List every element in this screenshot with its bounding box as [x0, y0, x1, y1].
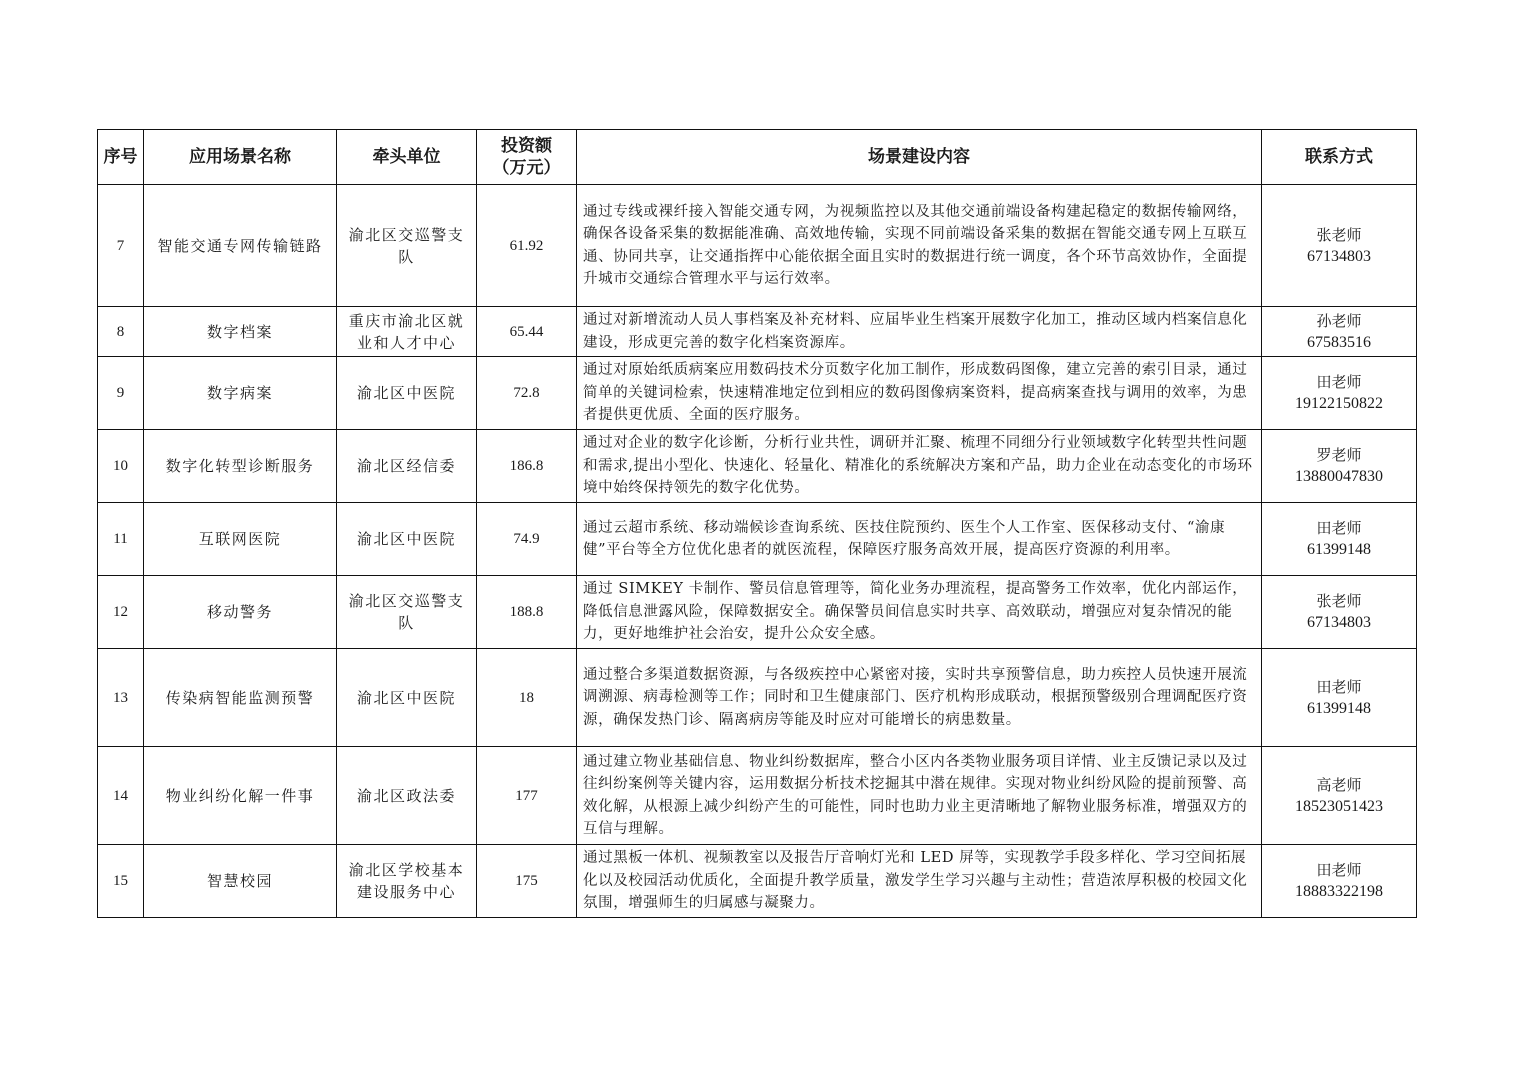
row-unit: 渝北区学校基本建设服务中心	[337, 845, 477, 918]
row-content: 通过黑板一体机、视频教室以及报告厅音响灯光和 LED 屏等，实现教学手段多样化、学习空间拓展化以及校园活动优质化，全面提升教学质量，激发学生学习兴趣与主动性；营造浓厚积极的校园文化氛围，增强师生的归属感与凝聚力。	[577, 845, 1262, 918]
contact-name: 田老师	[1316, 677, 1362, 696]
row-seq: 11	[98, 503, 144, 576]
header-content: 场景建设内容	[577, 130, 1262, 185]
table-row	[98, 307, 1417, 357]
header-name: 应用场景名称	[144, 130, 337, 185]
row-unit: 渝北区交巡警支队	[337, 576, 477, 649]
contact-phone: 18883322198	[1295, 883, 1383, 900]
header-amount	[477, 130, 577, 185]
header-amount-line2: （万元）	[492, 158, 561, 178]
row-amount: 188.8	[477, 576, 577, 649]
row-content: 通过对新增流动人员人事档案及补充材料、应届毕业生档案开展数字化加工，推动区域内档案信息化建设，形成更完善的数字化档案资源库。	[577, 307, 1262, 357]
contact-phone: 61399148	[1307, 541, 1371, 558]
row-seq: 13	[98, 649, 144, 747]
header-seq: 序号	[98, 130, 144, 185]
scenario-table	[97, 129, 1417, 918]
row-amount: 61.92	[477, 185, 577, 307]
table-row	[98, 649, 1417, 747]
row-name: 数字病案	[144, 357, 337, 430]
row-amount: 72.8	[477, 357, 577, 430]
row-contact	[1262, 503, 1417, 576]
row-content: 通过建立物业基础信息、物业纠纷数据库，整合小区内各类物业服务项目详情、业主反馈记录以及过往纠纷案例等关键内容，运用数据分析技术挖掘其中潜在规律。实现对物业纠纷风险的提前预警、高效化解，从根源上减少纠纷产生的可能性，同时也助力业主更清晰地了解物业服务标准，增强双方的互信与理解。	[577, 747, 1262, 845]
row-content: 通过云超市系统、移动端候诊查询系统、医技住院预约、医生个人工作室、医保移动支付、“渝康健”平台等全方位优化患者的就医流程，保障医疗服务高效开展，提高医疗资源的利用率。	[577, 503, 1262, 576]
row-unit: 渝北区政法委	[337, 747, 477, 845]
table-header-row	[98, 130, 1417, 185]
row-contact	[1262, 845, 1417, 918]
contact-phone: 61399148	[1307, 699, 1371, 717]
table-row	[98, 357, 1417, 430]
row-unit: 渝北区交巡警支队	[337, 185, 477, 307]
contact-name: 孙老师	[1316, 311, 1362, 330]
header-contact: 联系方式	[1262, 130, 1417, 185]
row-unit: 渝北区中医院	[337, 649, 477, 747]
table-row	[98, 747, 1417, 845]
contact-name: 张老师	[1316, 592, 1362, 610]
contact-name: 田老师	[1316, 519, 1362, 537]
row-amount: 74.9	[477, 503, 577, 576]
row-seq: 12	[98, 576, 144, 649]
contact-name: 田老师	[1316, 861, 1362, 879]
row-name: 智慧校园	[144, 845, 337, 918]
row-contact	[1262, 307, 1417, 357]
contact-phone: 67583516	[1307, 333, 1371, 351]
contact-name: 高老师	[1316, 775, 1362, 794]
contact-name: 田老师	[1316, 373, 1362, 391]
contact-phone: 67134803	[1307, 614, 1371, 631]
row-content: 通过 SIMKEY 卡制作、警员信息管理等，简化业务办理流程，提高警务工作效率，优化内部运作，降低信息泄露风险，保障数据安全。确保警员间信息实时共享、高效联动，增强应对复杂情况的能力，更好地维护社会治安，提升公众安全感。	[577, 576, 1262, 649]
row-seq: 8	[98, 307, 144, 357]
contact-phone: 13880047830	[1295, 468, 1383, 485]
row-name: 数字化转型诊断服务	[144, 430, 337, 503]
row-seq: 7	[98, 185, 144, 307]
table-row	[98, 185, 1417, 307]
contact-name: 张老师	[1316, 225, 1362, 244]
row-unit: 渝北区中医院	[337, 503, 477, 576]
row-seq: 14	[98, 747, 144, 845]
row-contact	[1262, 357, 1417, 430]
contact-phone: 67134803	[1307, 247, 1371, 265]
header-amount-line1: 投资额	[501, 136, 552, 156]
row-amount: 177	[477, 747, 577, 845]
row-unit: 重庆市渝北区就业和人才中心	[337, 307, 477, 357]
row-name: 传染病智能监测预警	[144, 649, 337, 747]
row-contact	[1262, 747, 1417, 845]
row-name: 互联网医院	[144, 503, 337, 576]
header-unit: 牵头单位	[337, 130, 477, 185]
row-content: 通过整合多渠道数据资源，与各级疾控中心紧密对接，实时共享预警信息，助力疾控人员快速开展流调溯源、病毒检测等工作；同时和卫生健康部门、医疗机构形成联动，根据预警级别合理调配医疗资源，确保发热门诊、隔离病房等能及时应对可能增长的病患数量。	[577, 649, 1262, 747]
table-row	[98, 845, 1417, 918]
row-amount: 175	[477, 845, 577, 918]
row-amount: 18	[477, 649, 577, 747]
row-amount: 186.8	[477, 430, 577, 503]
row-contact	[1262, 649, 1417, 747]
contact-name: 罗老师	[1316, 446, 1362, 464]
row-content: 通过对原始纸质病案应用数码技术分页数字化加工制作，形成数码图像，建立完善的索引目录，通过简单的关键词检索，快速精准地定位到相应的数码图像病案资料，提高病案查找与调用的效率，为患者提供更优质、全面的医疗服务。	[577, 357, 1262, 430]
contact-phone: 18523051423	[1295, 797, 1383, 815]
row-content: 通过对企业的数字化诊断，分析行业共性，调研并汇聚、梳理不同细分行业领域数字化转型共性问题和需求,提出小型化、快速化、轻量化、精准化的系统解决方案和产品，助力企业在动态变化的市场环境中始终保持领先的数字化优势。	[577, 430, 1262, 503]
row-contact	[1262, 185, 1417, 307]
contact-phone: 19122150822	[1295, 395, 1383, 412]
row-name: 智能交通专网传输链路	[144, 185, 337, 307]
row-name: 物业纠纷化解一件事	[144, 747, 337, 845]
row-contact	[1262, 576, 1417, 649]
row-unit: 渝北区经信委	[337, 430, 477, 503]
row-seq: 10	[98, 430, 144, 503]
row-seq: 9	[98, 357, 144, 430]
row-name: 移动警务	[144, 576, 337, 649]
row-name: 数字档案	[144, 307, 337, 357]
table-row	[98, 430, 1417, 503]
row-contact	[1262, 430, 1417, 503]
row-unit: 渝北区中医院	[337, 357, 477, 430]
row-amount: 65.44	[477, 307, 577, 357]
table-row	[98, 503, 1417, 576]
table-row	[98, 576, 1417, 649]
row-seq: 15	[98, 845, 144, 918]
row-content: 通过专线或裸纤接入智能交通专网，为视频监控以及其他交通前端设备构建起稳定的数据传输网络，确保各设备采集的数据能准确、高效地传输，实现不同前端设备采集的数据在智能交通专网上互联互通、协同共享，让交通指挥中心能依据全面且实时的数据进行统一调度，各个环节高效协作，全面提升城市交通综合管理水平与运行效率。	[577, 185, 1262, 307]
